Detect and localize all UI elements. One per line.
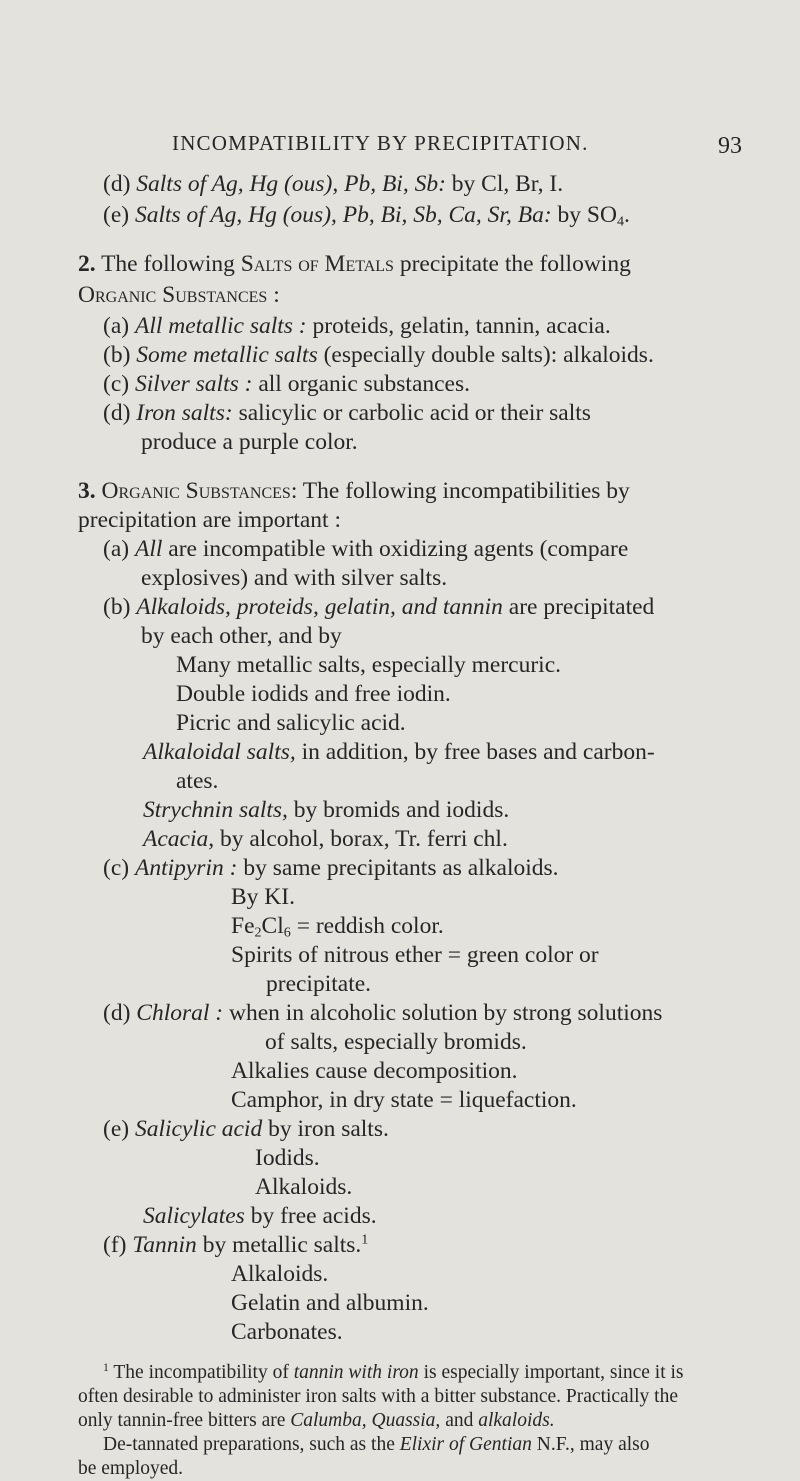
item-2a: (a) All metallic salts : proteids, gelatin, tannin, acacia.: [103, 313, 611, 339]
footnote-line-4: De-tannated preparations, such as the Elixir of Gentian N.F., may also: [103, 1434, 650, 1455]
item-3c-sub-2: $Fe_2Cl_6$ = reddish color.: [231, 913, 444, 941]
page-number: 93: [718, 133, 742, 159]
item-3f: (f) Tannin by metallic salts.$^1$: [103, 1231, 369, 1258]
item-2c: (c) Silver salts : all organic substances.: [103, 371, 471, 397]
item-3b-strychnin: Strychnin salts, by bromids and iodids.: [143, 797, 510, 823]
item-3e-sub-2: Alkaloids.: [255, 1174, 353, 1200]
item-3b-sub-3: Picric and salicylic acid.: [176, 710, 406, 736]
item-3e-sub-1: Iodids.: [255, 1145, 320, 1171]
item-3b-alkaloidal: Alkaloidal salts, in addition, by free bases and carbon-: [143, 739, 655, 765]
item-3c-sub-3: Spirits of nitrous ether = green color or: [231, 942, 599, 968]
item-3f-sub-2: Gelatin and albumin.: [231, 1290, 429, 1316]
item-3c: (c) Antipyrin : by same precipitants as alkaloids.: [103, 855, 559, 881]
item-3d: (d) Chloral : when in alcoholic solution by strong solutions: [103, 1000, 663, 1026]
item-3b-alkaloidal-cont: ates.: [176, 768, 219, 794]
item-3d-sub-1: Alkalies cause decomposition.: [231, 1058, 518, 1084]
item-2d-cont: produce a purple color.: [141, 429, 358, 455]
item-3d-cont: of salts, especially bromids.: [265, 1029, 527, 1055]
section-3-heading-cont: precipitation are important :: [78, 507, 341, 533]
item-3c-sub-1: By KI.: [231, 884, 295, 910]
footnote-line-1: $^1$ The incompatibility of tannin with iron is especially important, since it is: [103, 1360, 684, 1383]
item-1e: (e) Salts of Ag, Hg (ous), Pb, Bi, Sb, Ca, Sr, Ba: by $SO_4$.: [103, 202, 630, 230]
item-3a-cont: explosives) and with silver salts.: [141, 565, 448, 591]
running-header: INCOMPATIBILITY BY PRECIPITATION.: [172, 131, 589, 155]
item-3c-sub-3-cont: precipitate.: [266, 971, 372, 997]
item-3b-sub-1: Many metallic salts, especially mercuric.: [176, 652, 561, 678]
item-3b-sub-2: Double iodids and free iodin.: [176, 681, 451, 707]
section-2-heading: 2. The following Salts of Metals precipitate the following: [78, 251, 631, 277]
item-3b-acacia: Acacia, by alcohol, borax, Tr. ferri chl.: [143, 826, 508, 852]
section-3-heading: 3. Organic Substances: The following incompatibilities by: [78, 478, 630, 504]
item-3e-salicylates: Salicylates by free acids.: [143, 1203, 377, 1229]
footnote-line-3: only tannin-free bitters are Calumba, Quassia, and alkaloids.: [78, 1410, 555, 1431]
item-2b: (b) Some metallic salts (especially double salts): alkaloids.: [103, 342, 654, 368]
item-3b-cont: by each other, and by: [141, 623, 342, 649]
item-3f-sub-3: Carbonates.: [231, 1319, 343, 1345]
item-3b: (b) Alkaloids, proteids, gelatin, and tannin are precipitated: [103, 594, 655, 620]
item-3a: (a) All are incompatible with oxidizing agents (compare: [103, 536, 629, 562]
item-2d: (d) Iron salts: salicylic or carbolic acid or their salts: [103, 400, 591, 426]
item-3d-sub-2: Camphor, in dry state = liquefaction.: [231, 1087, 577, 1113]
section-2-heading-cont: Organic Substances :: [78, 282, 280, 308]
item-3f-sub-1: Alkaloids.: [231, 1261, 329, 1287]
footnote-line-2: often desirable to administer iron salts with a bitter substance. Practically the: [78, 1386, 678, 1407]
item-3e: (e) Salicylic acid by iron salts.: [103, 1116, 389, 1142]
footnote-line-5: be employed.: [78, 1458, 184, 1479]
item-1d: (d) Salts of Ag, Hg (ous), Pb, Bi, Sb: by Cl, Br, I.: [103, 171, 564, 197]
